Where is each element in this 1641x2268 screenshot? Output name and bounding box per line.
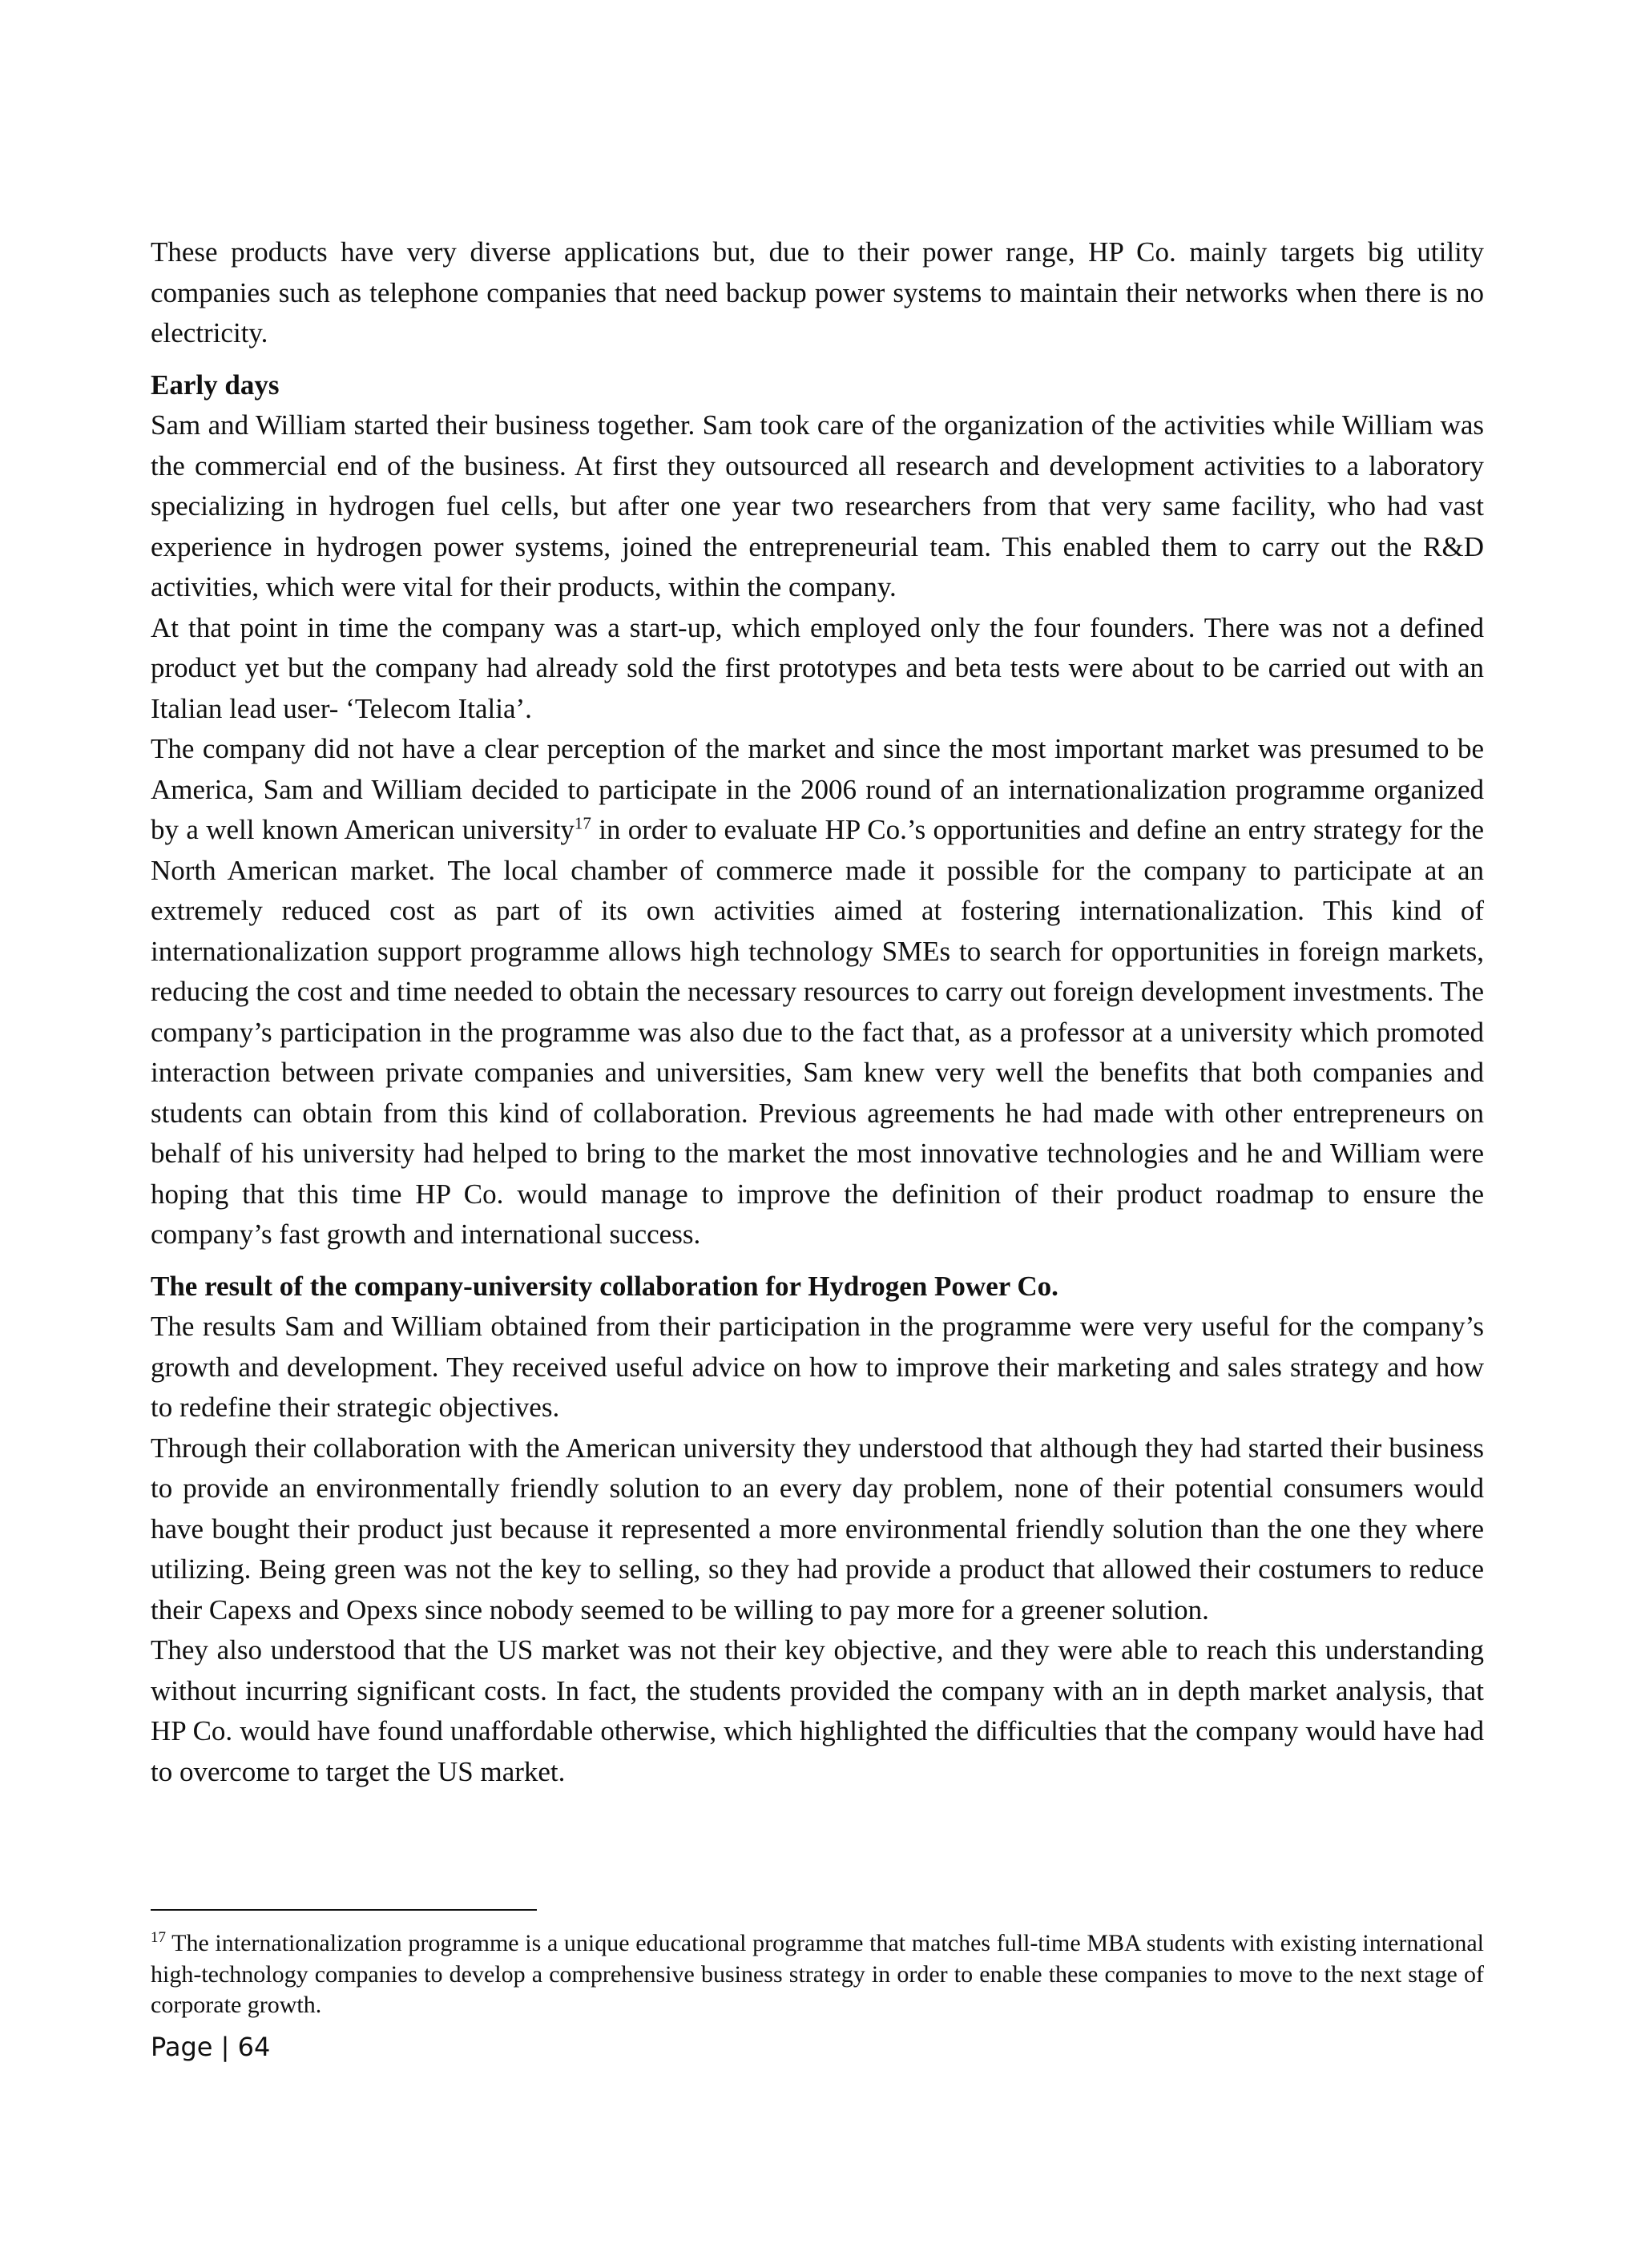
- early-days-paragraph-3: [151, 729, 1484, 1255]
- intro-paragraph: These products have very diverse applications but, due to their power range, HP Co. mainly targets big utility companies such as telephone companies that need backup power systems to maintain their networks when there is no electricity.: [151, 236, 1484, 348]
- collaboration-paragraph-3: They also understood that the US market was not their key objective, and they were able to reach this understanding without incurring significant costs. In fact, the students provided the company with an in depth market analysis, that HP Co. would have found unaffordable otherwise, which highlighted the difficulties that the company would have had to overcome to target the US market.: [151, 1634, 1484, 1787]
- footnote-reference[interactable]: 17: [574, 813, 591, 833]
- section-heading-collaboration-result: The result of the company-university collaboration for Hydrogen Power Co.: [151, 1270, 1058, 1302]
- footnote-number: 17: [151, 1929, 166, 1946]
- footnote-divider: [151, 1909, 537, 1911]
- section-heading-early-days: Early days: [151, 369, 280, 401]
- page-number: Page | 64: [151, 2032, 271, 2062]
- paragraph-text-before-footnote-reference: The company did not have a clear perception of the market and since the most important market was presumed to be America, Sam and William decided to participate in the 2006 round of an internationalization programme organized by a well known American university: [151, 733, 1484, 845]
- paragraph-text-after-footnote-reference: in order to evaluate HP Co.’s opportunities and define an entry strategy for the North American market. The local chamber of commerce made it possible for the company to participate at an extremely reduced cost as part of its own activities aimed at fostering internationalization. This kind of internationalization support programme allows high technology SMEs to search for opportunities in foreign markets, reducing the cost and time needed to obtain the necessary resources to carry out foreign development investments. The company’s participation in the programme was also due to the fact that, as a professor at a university which promoted interaction between private companies and universities, Sam knew very well the benefits that both companies and students can obtain from this kind of collaboration. Previous agreements he had made with other entrepreneurs on behalf of his university had helped to bring to the market the most innovative technologies and he and William were hoping that this time HP Co. would manage to improve the definition of their product roadmap to ensure the company’s fast growth and international success.: [151, 814, 1485, 1250]
- body-text: [151, 232, 1484, 1792]
- early-days-paragraph-1: Sam and William started their business together. Sam took care of the organization of the activities while William was the commercial end of the business. At first they outsourced all research and development activities to a laboratory specializing in hydrogen fuel cells, but after one year two researchers from that very same facility, who had vast experience in hydrogen power systems, joined the entrepreneurial team. This enabled them to carry out the R&D activities, which were vital for their products, within the company.: [151, 409, 1484, 602]
- collaboration-paragraph-2: Through their collaboration with the American university they understood that although they had started their business to provide an environmentally friendly solution to an every day problem, none of their potential consumers would have bought their product just because it represented a more environmental friendly solution than the one they where utilizing. Being green was not the key to selling, so they had provide a product that allowed their costumers to reduce their Capexs and Opexs since nobody seemed to be willing to pay more for a greener solution.: [151, 1432, 1484, 1625]
- collaboration-paragraph-1: The results Sam and William obtained from their participation in the programme were very useful for the company’s growth and development. They received useful advice on how to improve their marketing and sales strategy and how to redefine their strategic objectives.: [151, 1311, 1484, 1423]
- footnote-text: The internationalization programme is a unique educational programme that matches full-time MBA students with existing international high-technology companies to develop a comprehensive business strategy in order to enable these companies to move to the next stage of corporate growth.: [151, 1930, 1484, 2018]
- footnote: [151, 1928, 1484, 2021]
- early-days-paragraph-2: At that point in time the company was a start-up, which employed only the four founders. There was not a defined product yet but the company had already sold the first prototypes and beta tests were about to be carried out with an Italian lead user- ‘Telecom Italia’.: [151, 611, 1484, 724]
